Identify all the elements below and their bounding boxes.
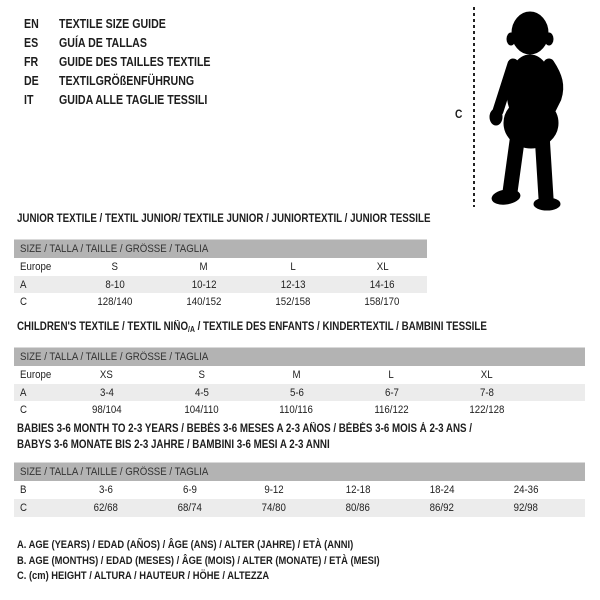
language-title: GUÍA DE TALLAS	[59, 36, 147, 50]
value-cell: L	[290, 261, 296, 273]
baby-silhouette-icon	[482, 6, 584, 213]
language-title: TEXTILGRÖßENFÜHRUNG	[59, 74, 195, 88]
table-row-europe	[14, 258, 427, 276]
language-row-es	[24, 34, 237, 53]
value-cell: S	[111, 261, 118, 273]
row-label-cell: A	[14, 276, 70, 293]
value-cell: 3-4	[59, 384, 154, 401]
table-row-a	[14, 276, 427, 293]
baby-ear-right	[545, 33, 553, 45]
language-row-de	[24, 72, 237, 91]
row-label-cell: C	[20, 403, 27, 416]
value-cell: 158/170	[364, 295, 400, 308]
language-code: IT	[24, 93, 34, 107]
spacer-cell	[534, 401, 585, 418]
size-header-cell: SIZE / TALLA / TAILLE / GRÖSSE / TAGLIA	[14, 240, 427, 259]
value-cell: S	[198, 369, 205, 381]
size-table-babies	[14, 462, 585, 517]
language-code: DE	[24, 74, 39, 88]
value-cell: 12-18	[345, 484, 371, 496]
language-code: FR	[24, 55, 39, 69]
value-cell: 62/68	[64, 499, 148, 517]
value-cell: 104/110	[184, 403, 219, 416]
value-cell: 74/80	[232, 499, 316, 517]
table-row-b	[14, 481, 585, 499]
size-header-row	[14, 348, 585, 367]
row-label-cell: C	[14, 499, 64, 517]
value-cell: 4-5	[154, 384, 249, 401]
size-header-row	[14, 463, 585, 482]
spacer-cell	[534, 384, 585, 401]
value-cell: 8-10	[70, 276, 159, 293]
value-cell: XL	[376, 261, 389, 273]
legend-line-b: B. AGE (MONTHS) / EDAD (MESES) / ÂGE (MOIS) / ALTER (MONATE) / ETÀ (MESI)	[17, 554, 380, 567]
row-label-cell: Europe	[20, 261, 52, 273]
value-cell: 14-16	[338, 276, 427, 293]
spacer-cell	[534, 366, 585, 384]
value-cell: 5-6	[249, 384, 344, 401]
baby-leg-right	[542, 134, 546, 198]
row-label-cell: C	[20, 295, 27, 308]
legend	[17, 538, 444, 585]
value-cell: 18-24	[429, 484, 455, 496]
babies-title-line-2: BABYS 3-6 MONATE BIS 2-3 JAHRE / BAMBINI 3-6 MESI A 2-3 ANNI	[17, 439, 330, 451]
value-cell: 68/74	[148, 499, 232, 517]
subscript-a: /A	[188, 325, 195, 334]
value-cell: L	[388, 369, 395, 381]
value-cell: 86/92	[400, 499, 484, 517]
value-cell: 3-6	[99, 484, 113, 496]
value-cell: 10-12	[159, 276, 248, 293]
row-label-cell: Europe	[20, 369, 52, 381]
figure-label-c: C	[455, 107, 463, 121]
section-title-children: CHILDREN'S TEXTILE / TEXTIL NIÑO/A / TEXTILE DES ENFANTS / KINDERTEXTIL / BAMBINI TESSILE	[17, 321, 487, 334]
value-cell: 7-8	[439, 384, 534, 401]
language-title: TEXTILE SIZE GUIDE	[59, 17, 166, 31]
table-row-europe	[14, 366, 585, 384]
table-row-a	[14, 384, 585, 401]
value-cell: 140/152	[186, 295, 222, 308]
language-title: GUIDE DES TAILLES TEXTILE	[59, 55, 211, 69]
legend-line-c: C. (cm) HEIGHT / ALTURA / HAUTEUR / HÖHE / ALTEZZA	[17, 570, 270, 582]
value-cell: 9-12	[264, 484, 284, 496]
value-cell: 24-36	[513, 484, 539, 496]
language-row-en	[24, 15, 237, 34]
legend-line-a: A. AGE (YEARS) / EDAD (AÑOS) / ÂGE (ANS) / ALTER (JAHRE) / ETÀ (ANNI)	[17, 539, 354, 551]
value-cell: 98/104	[91, 403, 122, 416]
language-row-it	[24, 91, 237, 110]
value-cell: XL	[480, 369, 493, 381]
size-header-cell: SIZE / TALLA / TAILLE / GRÖSSE / TAGLIA	[14, 348, 585, 367]
value-cell: 122/128	[468, 403, 504, 416]
row-label-cell: A	[14, 384, 59, 401]
spacer-cell	[568, 499, 585, 517]
size-header-row	[14, 240, 427, 259]
value-cell: 80/86	[316, 499, 400, 517]
value-cell: M	[292, 369, 301, 381]
size-table-junior	[14, 239, 427, 310]
size-table-children	[14, 347, 585, 418]
table-row-c	[14, 499, 585, 517]
value-cell: 116/122	[374, 403, 409, 416]
height-dashed-line	[473, 7, 475, 207]
value-cell: 128/140	[97, 295, 133, 308]
value-cell: 152/158	[275, 295, 311, 308]
value-cell: 12-13	[249, 276, 338, 293]
baby-ear-left	[507, 33, 515, 45]
babies-title-line-1: BABIES 3-6 MONTH TO 2-3 YEARS / BEBÉS 3-6 MESES A 2-3 AÑOS / BÉBÉS 3-6 MOIS À 2-3 ANS /	[17, 423, 473, 435]
language-code: EN	[24, 17, 39, 31]
table-row-c	[14, 293, 427, 310]
baby-leg-left	[510, 134, 518, 192]
value-cell: 110/116	[279, 403, 314, 416]
row-label-cell: B	[20, 484, 27, 496]
baby-foot-right	[534, 198, 560, 210]
size-header-cell: SIZE / TALLA / TAILLE / GRÖSSE / TAGLIA	[14, 463, 585, 482]
value-cell: M	[199, 261, 208, 273]
baby-head	[512, 12, 548, 54]
language-row-fr	[24, 53, 237, 72]
value-cell: 92/98	[484, 499, 568, 517]
language-code: ES	[24, 36, 39, 50]
language-title: GUIDA ALLE TAGLIE TESSILI	[59, 93, 208, 107]
table-row-c	[14, 401, 585, 418]
baby-foot-left	[491, 188, 521, 206]
section-title-babies	[17, 421, 552, 453]
baby-hand-left	[490, 109, 502, 125]
language-list	[24, 15, 237, 110]
section-title-junior: JUNIOR TEXTILE / TEXTIL JUNIOR/ TEXTILE JUNIOR / JUNIORTEXTIL / JUNIOR TESSILE	[17, 213, 431, 225]
value-cell: XS	[100, 369, 113, 381]
value-cell: 6-9	[183, 484, 197, 496]
spacer-cell	[568, 481, 585, 499]
value-cell: 6-7	[344, 384, 439, 401]
